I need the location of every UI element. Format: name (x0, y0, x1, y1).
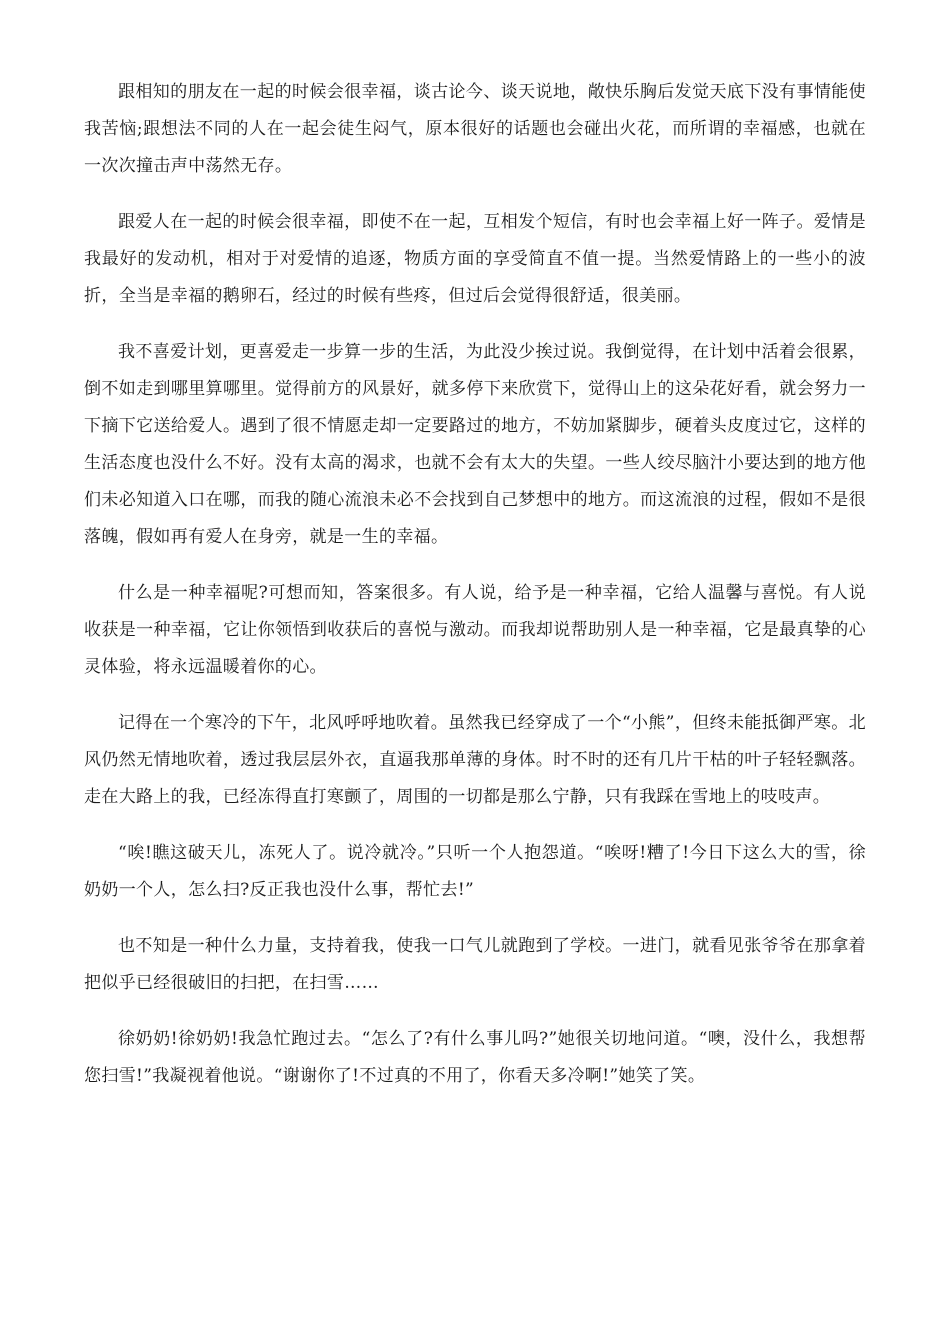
paragraph-6: “唉!瞧这破天儿，冻死人了。说冷就冷。”只听一个人抱怨道。“唉呀!糟了!今日下这么大的雪，徐奶奶一个人，怎么扫?反正我也没什么事，帮忙去!” (84, 843, 866, 900)
paragraph-1: 跟相知的朋友在一起的时候会很幸福，谈古论今、谈天说地，敞快乐胸后发觉天底下没有事情能使我苦恼;跟想法不同的人在一起会徒生闷气，原本很好的话题也会碰出火花，而所谓的幸福感，也就在一次次撞击声中荡然无存。 (84, 82, 866, 176)
document-body (84, 74, 866, 1114)
paragraph-8: 徐奶奶!徐奶奶!我急忙跑过去。“怎么了?有什么事儿吗?”她很关切地问道。“噢，没什么，我想帮您扫雪!”我凝视着他说。“谢谢你了!不过真的不用了，你看天多冷啊!”她笑了笑。 (84, 1029, 866, 1086)
paragraph-2: 跟爱人在一起的时候会很幸福，即使不在一起，互相发个短信，有时也会幸福上好一阵子。爱情是我最好的发动机，相对于对爱情的追逐，物质方面的享受简直不值一提。当然爱情路上的一些小的波折，全当是幸福的鹅卵石，经过的时候有些疼，但过后会觉得很舒适，很美丽。 (84, 212, 866, 306)
paragraph-4: 什么是一种幸福呢?可想而知，答案很多。有人说，给予是一种幸福，它给人温馨与喜悦。有人说收获是一种幸福，它让你领悟到收获后的喜悦与激动。而我却说帮助别人是一种幸福，它是最真挚的心灵体验，将永远温暖着你的心。 (84, 583, 866, 677)
paragraph-3: 我不喜爱计划，更喜爱走一步算一步的生活，为此没少挨过说。我倒觉得，在计划中活着会很累，倒不如走到哪里算哪里。觉得前方的风景好，就多停下来欣赏下，觉得山上的这朵花好看，就会努力一下摘下它送给爱人。遇到了很不情愿走却一定要路过的地方，不妨加紧脚步，硬着头皮度过它，这样的生活态度也没什么不好。没有太高的渴求，也就不会有太大的失望。一些人绞尽脑汁小要达到的地方他们未必知道入口在哪，而我的随心流浪未必不会找到自己梦想中的地方。而这流浪的过程，假如不是很落魄，假如再有爱人在身旁，就是一生的幸福。 (84, 342, 866, 547)
paragraph-5: 记得在一个寒冷的下午，北风呼呼地吹着。虽然我已经穿成了一个“小熊”，但终未能抵御严寒。北风仍然无情地吹着，透过我层层外衣，直逼我那单薄的身体。时不时的还有几片干枯的叶子轻轻飘落。走在大路上的我，已经冻得直打寒颤了，周围的一切都是那么宁静，只有我踩在雪地上的吱吱声。 (84, 713, 866, 807)
paragraph-7: 也不知是一种什么力量，支持着我，使我一口气儿就跑到了学校。一进门，就看见张爷爷在那拿着把似乎已经很破旧的扫把，在扫雪…… (84, 936, 866, 993)
